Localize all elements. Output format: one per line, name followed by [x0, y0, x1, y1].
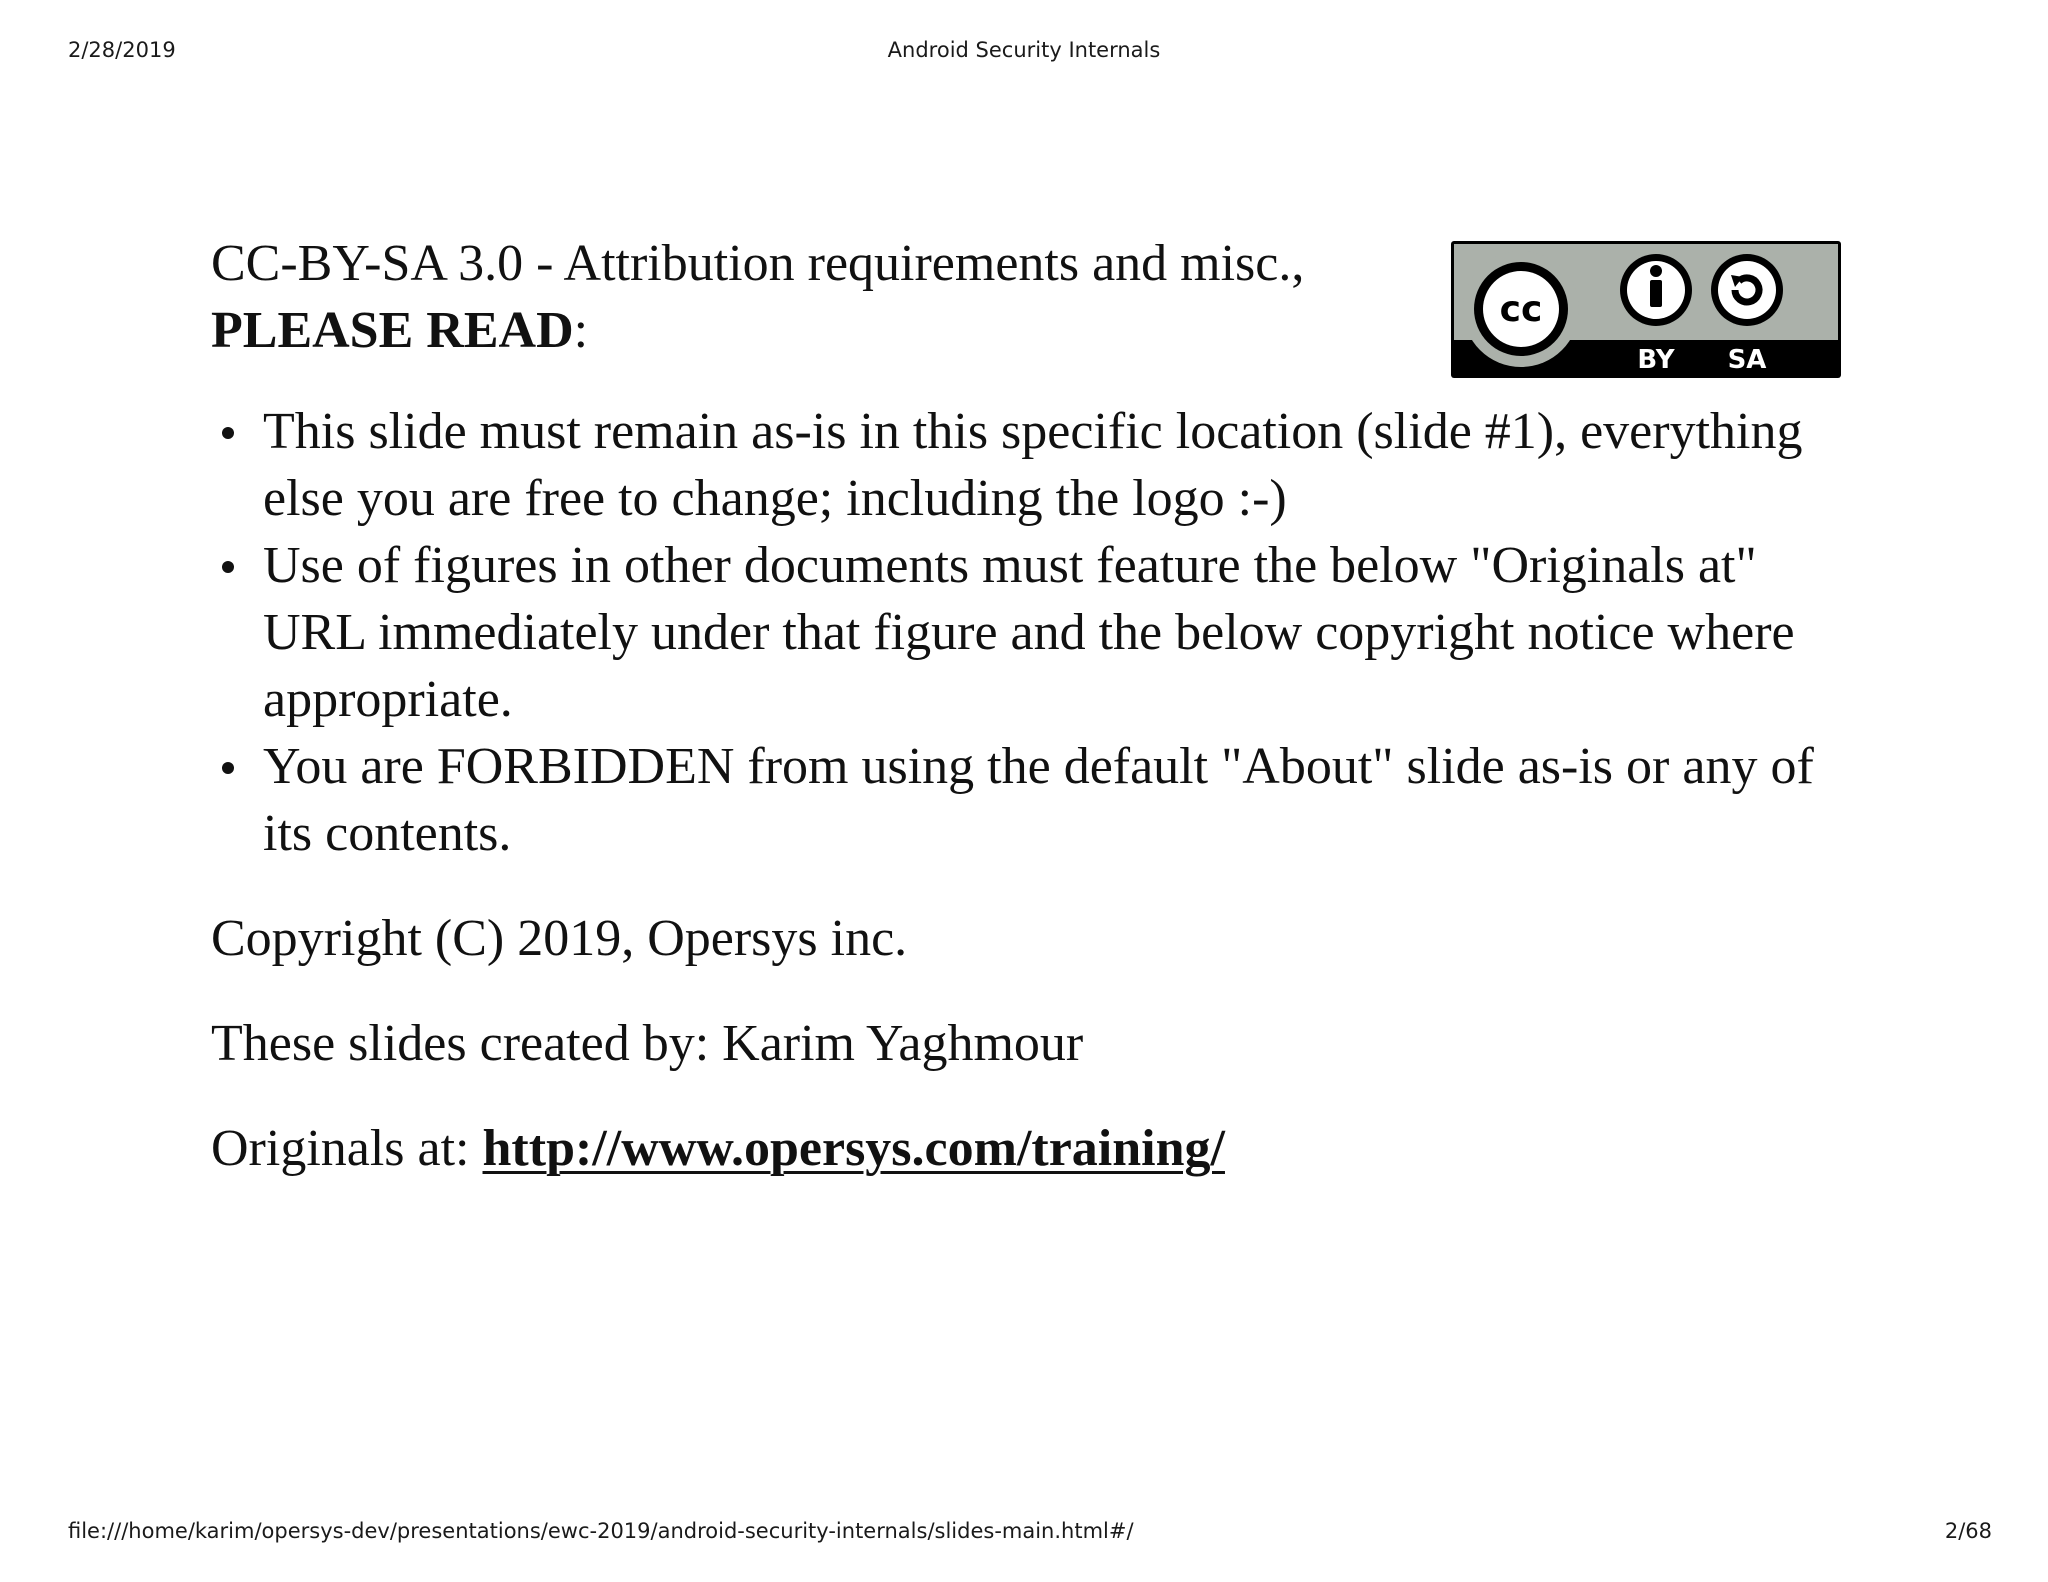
- list-item-text: Use of figures in other documents must feature the below "Originals at" URL immediately under that figure and the below copyright notice where appropriate.: [263, 537, 1795, 728]
- originals-label: Originals at:: [211, 1120, 483, 1177]
- share-alike-icon: [1711, 254, 1783, 326]
- cc-by-sa-badge: [1451, 241, 1841, 378]
- bullet-icon: [222, 762, 234, 774]
- bullet-icon: [222, 561, 234, 573]
- originals-link[interactable]: http://www.opersys.com/training/: [482, 1120, 1225, 1177]
- document-title: Android Security Internals: [887, 38, 1161, 62]
- list-item: [211, 398, 1851, 532]
- list-item-text: You are FORBIDDEN from using the default "About" slide as-is or any of its contents.: [263, 738, 1814, 862]
- list-item-text: This slide must remain as-is in this specific location (slide #1), everything else you are free to change; including the logo :-): [263, 403, 1803, 527]
- cc-icon: [1463, 251, 1579, 367]
- attribution-icon: [1620, 254, 1692, 326]
- cc-icon-label: cc: [1499, 289, 1543, 330]
- originals-line: [211, 1115, 1851, 1182]
- requirements-list: [211, 398, 1851, 867]
- badge-sa-label: SA: [1727, 345, 1767, 375]
- badge-by-label: BY: [1637, 345, 1675, 375]
- slide-heading: [211, 230, 1411, 364]
- list-item: [211, 532, 1851, 733]
- bullet-icon: [222, 427, 234, 439]
- author-credit: These slides created by: Karim Yaghmour: [211, 1015, 1084, 1072]
- page-number: 2/68: [1944, 1519, 1992, 1543]
- page-url: file:///home/karim/opersys-dev/presentations/ewc-2019/android-security-internals/slides-main.html#/: [68, 1519, 1134, 1543]
- heading-colon: :: [573, 302, 589, 359]
- print-date: 2/28/2019: [68, 38, 176, 62]
- please-read-label: PLEASE READ: [211, 302, 574, 359]
- copyright-notice: Copyright (C) 2019, Opersys inc.: [211, 910, 908, 967]
- list-item: [211, 733, 1851, 867]
- heading-text: CC-BY-SA 3.0 - Attribution requirements and misc.,: [211, 235, 1305, 292]
